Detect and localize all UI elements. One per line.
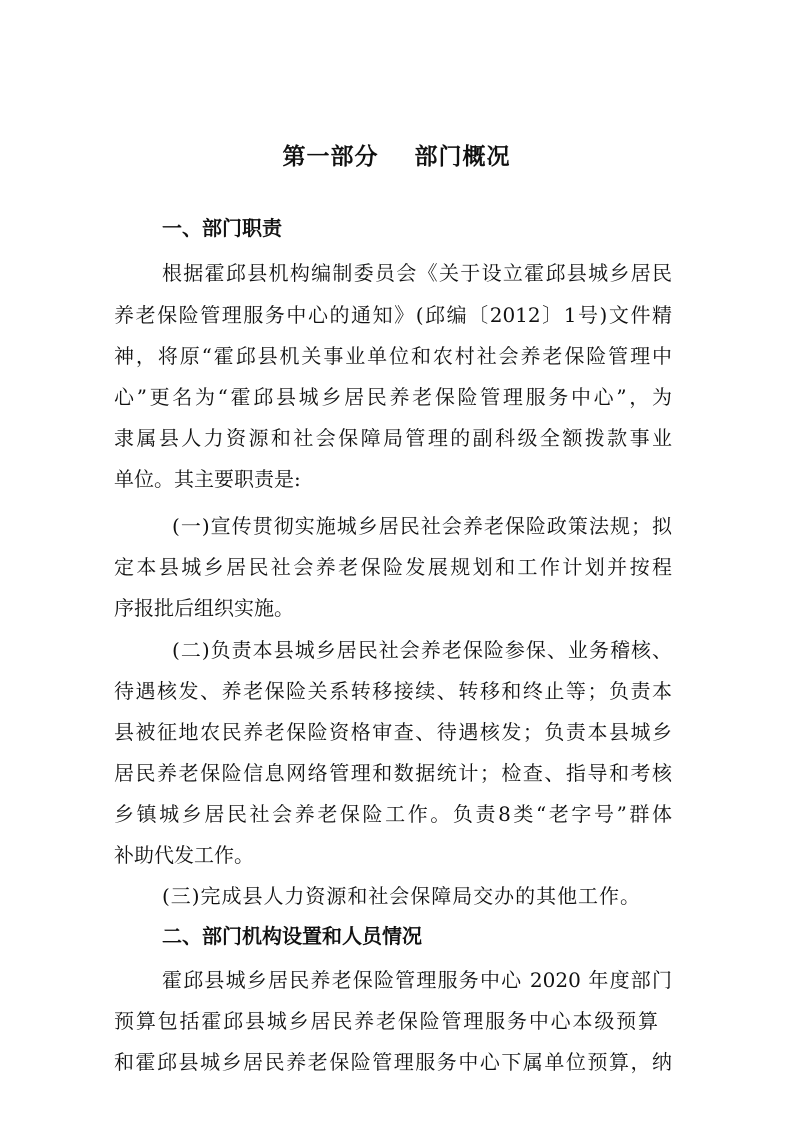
text-line: 单位。其主要职责是:	[114, 467, 301, 491]
text-line: 待遇核发、养老保险关系转移接续、转移和终止等；负责本	[114, 679, 672, 703]
text-line: 居民养老保险信息网络管理和数据统计；检查、指导和考核	[114, 761, 672, 785]
page-title: 第一部分 部门概况	[282, 144, 511, 170]
text-line: (一)宣传贯彻实施城乡居民社会养老保险政策法规；拟	[172, 514, 672, 538]
text-line: 和霍邱县城乡居民养老保险管理服务中心下属单位预算，纳	[114, 1050, 672, 1074]
text-line: 序报批后组织实施。	[114, 596, 294, 620]
text-line: 心”更名为“霍邱县城乡居民养老保险管理服务中心”，为	[114, 385, 672, 409]
section-heading-organization: 二、部门机构设置和人员情况	[162, 924, 422, 948]
text-line: 县被征地农民养老保险资格审查、待遇核发；负责本县城乡	[114, 720, 672, 744]
text-line: 预算包括霍邱县城乡居民养老保险管理服务中心本级预算	[114, 1009, 658, 1033]
text-line: 隶属县人力资源和社会保障局管理的副科级全额拨款事业	[114, 426, 672, 450]
text-line: 根据霍邱县机构编制委员会《关于设立霍邱县城乡居民	[162, 261, 672, 285]
text-line: (二)负责本县城乡居民社会养老保险参保、业务稽核、	[172, 638, 672, 662]
text-line: 霍邱县城乡居民养老保险管理服务中心 2020 年度部门	[162, 968, 672, 992]
text-line: 养老保险管理服务中心的通知》(邱编〔2012〕1号)文件精	[114, 303, 672, 327]
text-line: 补助代发工作。	[114, 843, 254, 867]
text-line: 定本县城乡居民社会养老保险发展规划和工作计划并按程	[114, 555, 672, 579]
text-line: (三)完成县人力资源和社会保障局交办的其他工作。	[162, 884, 640, 908]
text-line: 神，将原“霍邱县机关事业单位和农村社会养老保险管理中	[114, 344, 672, 368]
section-heading-duties: 一、部门职责	[162, 216, 282, 240]
text-line: 乡镇城乡居民社会养老保险工作。负责8类“老字号”群体	[114, 802, 672, 826]
